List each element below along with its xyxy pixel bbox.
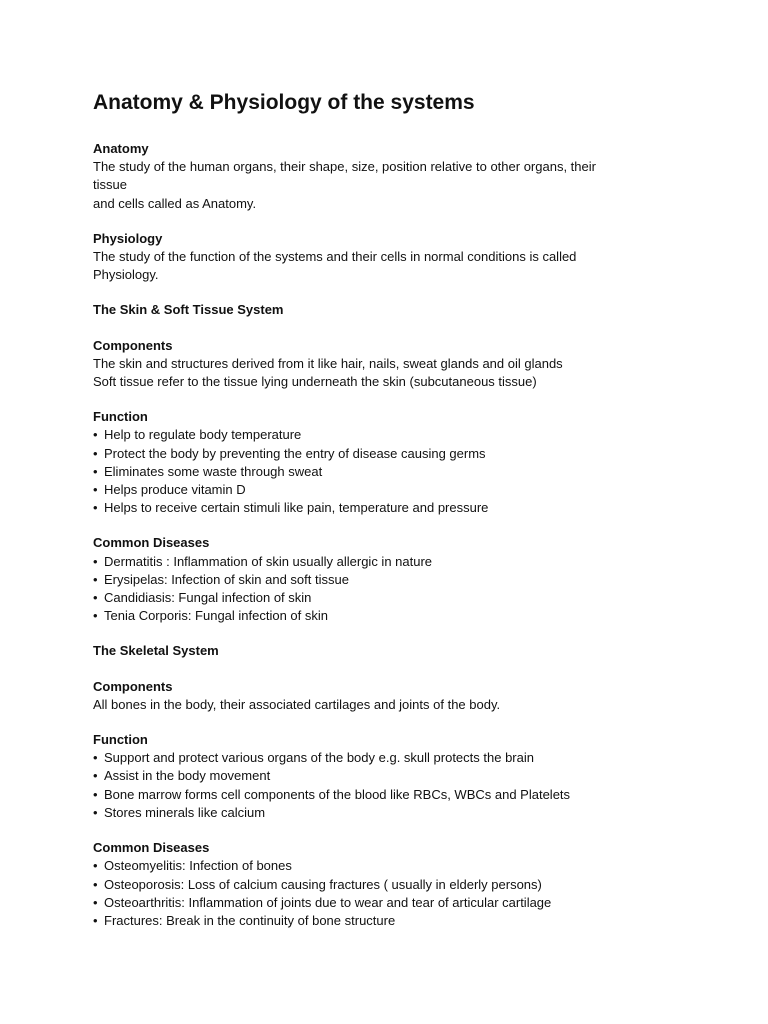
skin-function-text: Protect the body by preventing the entry of disease causing germs xyxy=(104,445,486,461)
spacer xyxy=(93,284,673,301)
skin-function-text: Helps produce vitamin D xyxy=(104,482,246,498)
document-page xyxy=(93,88,673,930)
spacer xyxy=(93,625,673,642)
bullet-icon: • xyxy=(93,553,98,569)
skin-function-item xyxy=(93,426,673,444)
bullet-icon: • xyxy=(93,804,98,820)
skin-component-line: Soft tissue refer to the tissue lying underneath the skin (subcutaneous tissue) xyxy=(93,374,537,390)
bullet-icon: • xyxy=(93,858,98,874)
spacer xyxy=(93,517,673,534)
spacer xyxy=(93,822,673,839)
spacer xyxy=(93,391,673,408)
anatomy-text-line: tissue xyxy=(93,177,127,193)
skin-function-text: Eliminates some waste through sweat xyxy=(104,463,323,479)
bullet-icon: • xyxy=(93,482,98,498)
skeletal-disease-item xyxy=(93,876,673,894)
spacer xyxy=(93,714,673,731)
physiology-text-line: Physiology. xyxy=(93,267,159,283)
skeletal-disease-item xyxy=(93,894,673,912)
skeletal-disease-item xyxy=(93,857,673,875)
skin-function-item xyxy=(93,499,673,517)
skeletal-function-item xyxy=(93,767,673,785)
skin-components-heading: Components xyxy=(93,337,173,353)
skin-disease-item xyxy=(93,607,673,625)
skin-function-heading: Function xyxy=(93,409,148,425)
skin-disease-text: Candidiasis: Fungal infection of skin xyxy=(104,590,312,606)
skin-disease-text: Dermatitis : Inflammation of skin usually allergic in nature xyxy=(104,553,433,569)
skeletal-function-text: Assist in the body movement xyxy=(104,768,271,784)
bullet-icon: • xyxy=(93,571,98,587)
skin-function-item xyxy=(93,481,673,499)
skin-function-item xyxy=(93,445,673,463)
skin-function-text: Help to regulate body temperature xyxy=(104,427,302,443)
skin-disease-text: Tenia Corporis: Fungal infection of skin xyxy=(104,608,329,624)
skeletal-function-heading: Function xyxy=(93,732,148,748)
anatomy-text-line: and cells called as Anatomy. xyxy=(93,195,257,211)
skeletal-components-heading: Components xyxy=(93,678,173,694)
skeletal-diseases-heading: Common Diseases xyxy=(93,840,210,856)
bullet-icon: • xyxy=(93,894,98,910)
skin-disease-item xyxy=(93,589,673,607)
skin-system-heading: The Skin & Soft Tissue System xyxy=(93,302,284,318)
skin-disease-item xyxy=(93,571,673,589)
physiology-heading: Physiology xyxy=(93,230,163,246)
bullet-icon: • xyxy=(93,445,98,461)
skeletal-disease-text: Fractures: Break in the continuity of bone structure xyxy=(104,912,396,928)
skin-diseases-heading: Common Diseases xyxy=(93,535,210,551)
bullet-icon: • xyxy=(93,912,98,928)
anatomy-text-line: The study of the human organs, their shape, size, position relative to other organs, their xyxy=(93,159,596,175)
skeletal-function-text: Stores minerals like calcium xyxy=(104,804,266,820)
skeletal-function-item xyxy=(93,786,673,804)
skeletal-function-item xyxy=(93,749,673,767)
bullet-icon: • xyxy=(93,876,98,892)
anatomy-heading: Anatomy xyxy=(93,141,149,156)
document-title: Anatomy & Physiology of the systems xyxy=(93,91,475,114)
spacer xyxy=(93,213,673,230)
skeletal-function-item xyxy=(93,804,673,822)
skeletal-disease-text: Osteomyelitis: Infection of bones xyxy=(104,858,292,874)
bullet-icon: • xyxy=(93,463,98,479)
bullet-icon: • xyxy=(93,590,98,606)
physiology-text-line: The study of the function of the systems and their cells in normal conditions is called xyxy=(93,249,577,265)
skeletal-disease-item xyxy=(93,912,673,930)
bullet-icon: • xyxy=(93,786,98,802)
skeletal-disease-text: Osteoporosis: Loss of calcium causing fractures ( usually in elderly persons) xyxy=(104,876,542,892)
skeletal-system-heading: The Skeletal System xyxy=(93,643,219,659)
bullet-icon: • xyxy=(93,750,98,766)
bullet-icon: • xyxy=(93,427,98,443)
spacer xyxy=(93,661,673,678)
skin-disease-item xyxy=(93,553,673,571)
bullet-icon: • xyxy=(93,608,98,624)
skeletal-function-text: Support and protect various organs of the body e.g. skull protects the brain xyxy=(104,750,534,766)
bullet-icon: • xyxy=(93,768,98,784)
bullet-icon: • xyxy=(93,500,98,516)
skin-component-line: The skin and structures derived from it like hair, nails, sweat glands and oil glands xyxy=(93,355,563,371)
spacer xyxy=(93,320,673,337)
skeletal-function-text: Bone marrow forms cell components of the blood like RBCs, WBCs and Platelets xyxy=(104,786,571,802)
skeletal-disease-text: Osteoarthritis: Inflammation of joints due to wear and tear of articular cartilage xyxy=(104,894,552,910)
skin-disease-text: Erysipelas: Infection of skin and soft tissue xyxy=(104,571,349,587)
skin-function-text: Helps to receive certain stimuli like pain, temperature and pressure xyxy=(104,500,489,516)
skeletal-component-line: All bones in the body, their associated cartilages and joints of the body. xyxy=(93,696,501,712)
skin-function-item xyxy=(93,463,673,481)
